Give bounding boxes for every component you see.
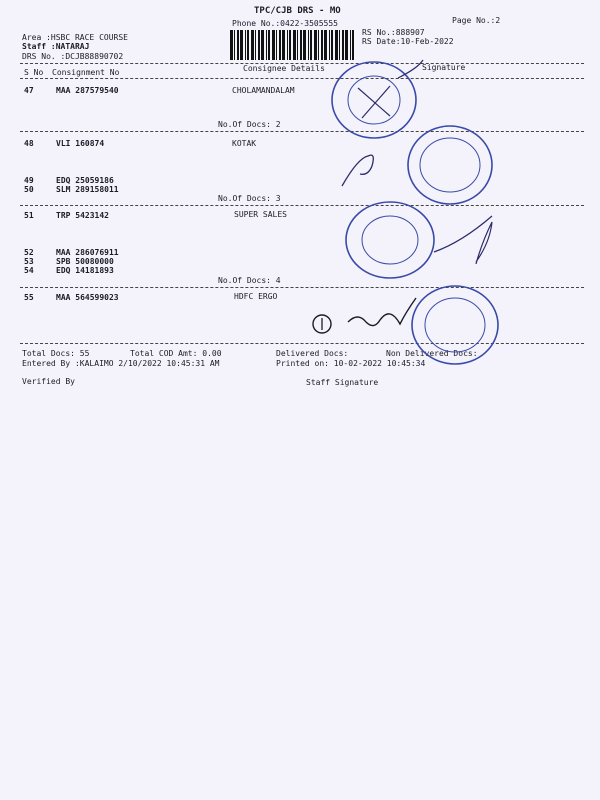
divider — [20, 78, 584, 79]
row-consignment: SPB 50080000 — [56, 257, 114, 266]
row-sno: 51 — [24, 211, 34, 220]
lakshmi-signature — [432, 212, 502, 272]
col-signature: Signature — [422, 63, 466, 72]
col-consignment: Consignment No — [52, 68, 120, 77]
delivered-docs: Delivered Docs: — [276, 349, 349, 358]
row-consignment: MAA 564599023 — [56, 293, 119, 302]
row-sno: 55 — [24, 293, 34, 302]
total-docs: Total Docs: 55 — [22, 349, 90, 358]
doc-title: TPC/CJB DRS - MO — [254, 6, 341, 16]
staff: Staff :NATARAJ — [22, 42, 90, 51]
row-sno: 48 — [24, 139, 34, 148]
entered-by: Entered By :KALAIMO 2/10/2022 10:45:31 AM — [22, 359, 220, 368]
hdfc-signature — [308, 294, 428, 340]
total-cod: Total COD Amt: 0.00 — [130, 349, 222, 358]
consignee-name: KOTAK — [232, 139, 257, 148]
row-consignment: SLM 289158011 — [56, 185, 119, 194]
row-sno: 50 — [24, 185, 34, 194]
rs-number: RS No.:888907 — [362, 28, 425, 37]
col-sno: S No — [24, 68, 44, 77]
row-sno: 53 — [24, 257, 34, 266]
row-consignment: VLI 160874 — [56, 139, 105, 148]
row-consignment: EDQ 14181893 — [56, 266, 114, 275]
printed-on: Printed on: 10-02-2022 10:45:34 — [276, 359, 426, 368]
docs-count: No.Of Docs: 3 — [218, 194, 281, 203]
consignee-name: SUPER SALES — [234, 210, 287, 219]
row-consignment: TRP 5423142 — [56, 211, 109, 220]
kotak-signature — [338, 148, 388, 188]
area: Area :HSBC RACE COURSE — [22, 33, 128, 42]
consignee-name: CHOLAMANDALAM — [232, 86, 295, 95]
row-sno: 47 — [24, 86, 34, 95]
kotak-stamp — [404, 122, 496, 208]
divider — [20, 205, 584, 206]
row-consignment: MAA 286076911 — [56, 248, 119, 257]
row-consignment: EDQ 25059186 — [56, 176, 114, 185]
non-delivered-docs: Non Delivered Docs: — [386, 349, 478, 358]
rs-date: RS Date:10-Feb-2022 — [362, 37, 454, 46]
consignee-name: HDFC ERGO — [234, 292, 278, 301]
row-consignment: MAA 287579540 — [56, 86, 119, 95]
verified-by: Verified By — [22, 377, 75, 386]
phone-number: Phone No.:0422-3505555 — [232, 19, 338, 28]
docs-count: No.Of Docs: 4 — [218, 276, 281, 285]
divider — [20, 131, 584, 132]
docs-count: No.Of Docs: 2 — [218, 120, 281, 129]
row-sno: 49 — [24, 176, 34, 185]
drs-number: DRS No. :DCJB88890702 — [22, 52, 124, 61]
page-number: Page No.:2 — [452, 16, 501, 25]
staff-signature: Staff Signature — [306, 378, 379, 387]
row-sno: 54 — [24, 266, 34, 275]
lakshmi-stamp — [342, 198, 438, 284]
row-sno: 52 — [24, 248, 34, 257]
col-consignee: Consignee Details — [243, 64, 325, 73]
barcode — [230, 30, 358, 60]
